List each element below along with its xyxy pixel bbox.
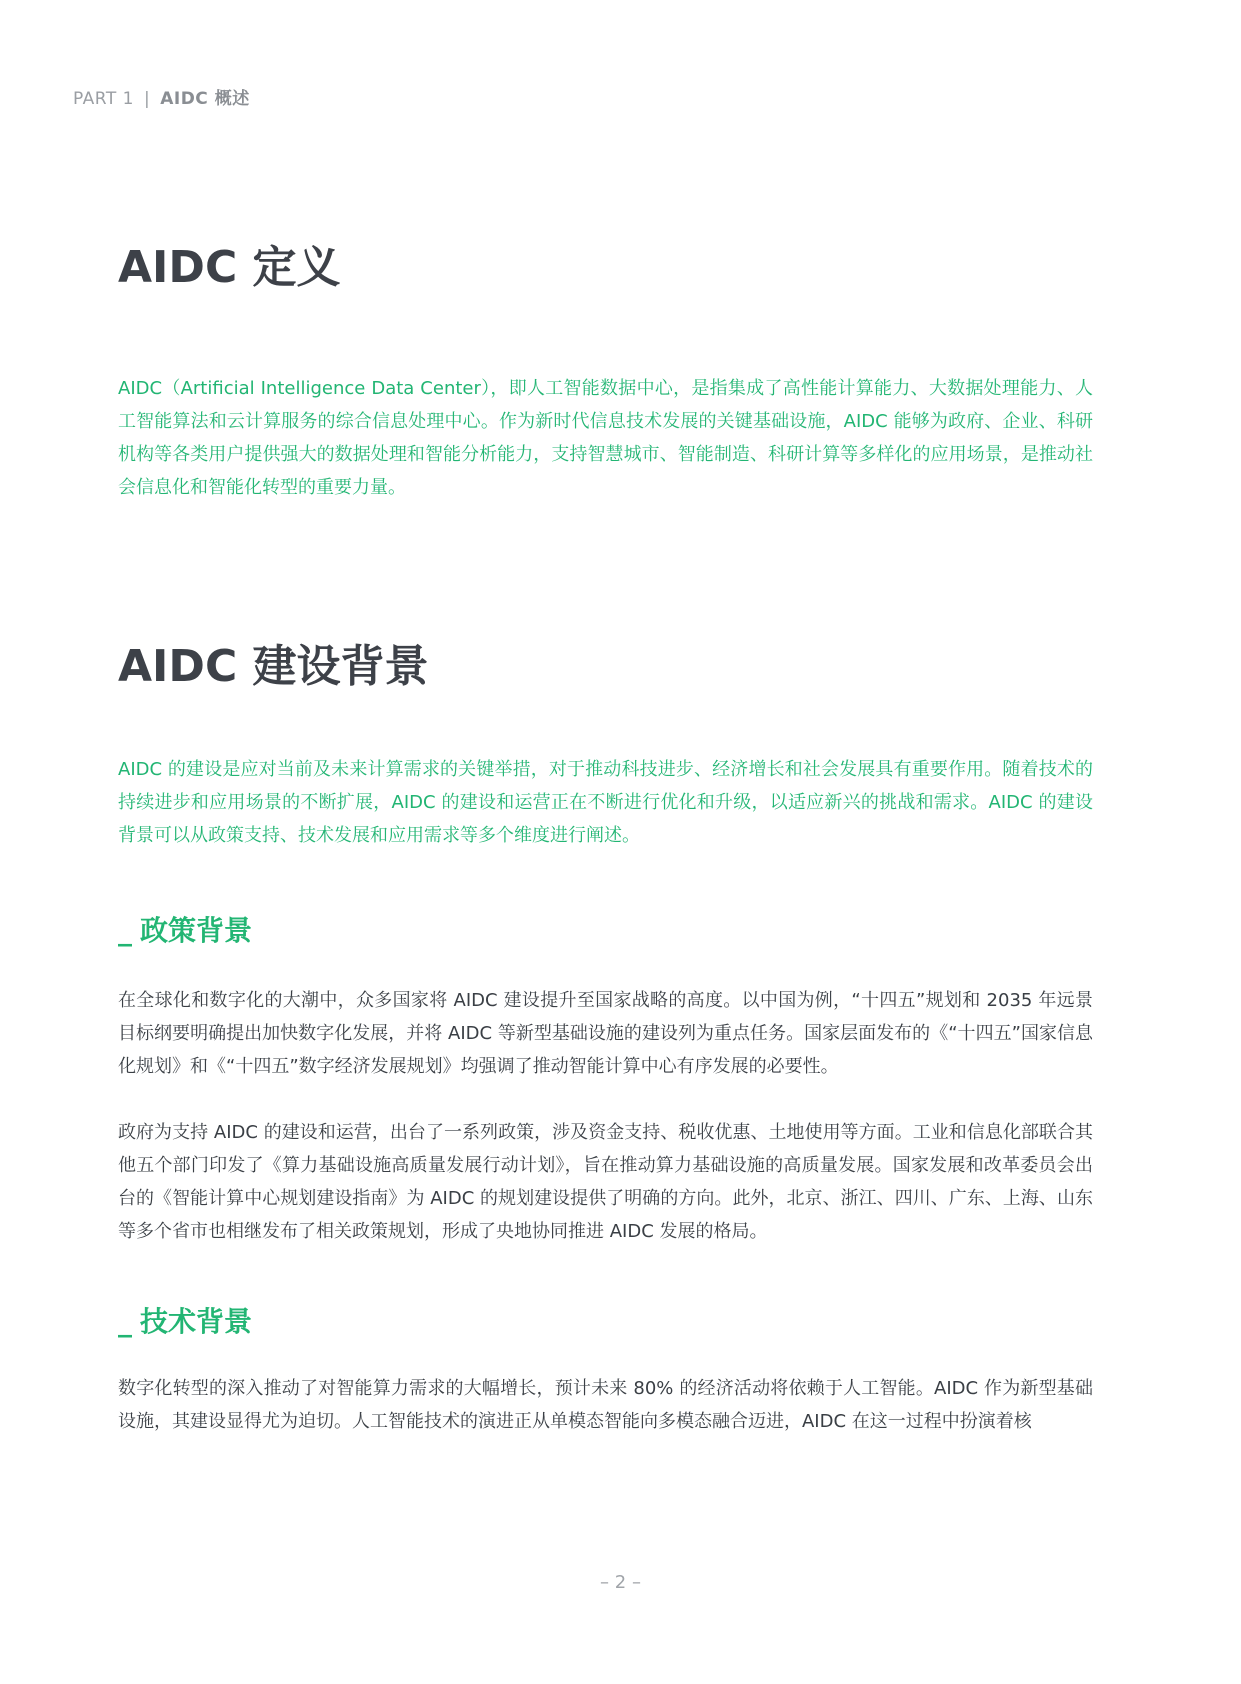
page-number: – 2 – xyxy=(600,1572,641,1593)
subsection-title-policy xyxy=(118,914,253,947)
subsection-mark: _ xyxy=(118,914,132,947)
section-title-definition: AIDC 定义 xyxy=(118,242,341,293)
policy-paragraph-1: 在全球化和数字化的大潮中，众多国家将 AIDC 建设提升至国家战略的高度。以中国为例，“十四五”规划和 2035 年远景目标纲要明确提出加快数字化发展，并将 AIDC 等新型基础设施的建设列为重点任务。国家层面发布的《“十四五”国家信息化规划》和《“十四五”数字经济发展规划》均强调了推动智能计算中心有序发展的必要性。 xyxy=(118,990,1093,1077)
chapter-title: AIDC 概述 xyxy=(160,89,250,109)
subsection-mark: _ xyxy=(118,1305,132,1338)
subsection-title-text: 政策背景 xyxy=(140,914,253,947)
background-lead-paragraph: AIDC 的建设是应对当前及未来计算需求的关键举措，对于推动科技进步、经济增长和社会发展具有重要作用。随着技术的持续进步和应用场景的不断扩展，AIDC 的建设和运营正在不断进行优化和升级，以适应新兴的挑战和需求。AIDC 的建设背景可以从政策支持、技术发展和应用需求等多个维度进行阐述。 xyxy=(118,759,1093,846)
header-separator: | xyxy=(143,89,151,109)
part-label: PART 1 xyxy=(73,89,134,109)
subsection-title-tech xyxy=(118,1305,253,1338)
page-header xyxy=(73,84,250,109)
policy-paragraph-2: 政府为支持 AIDC 的建设和运营，出台了一系列政策，涉及资金支持、税收优惠、土地使用等方面。工业和信息化部联合其他五个部门印发了《算力基础设施高质量发展行动计划》，旨在推动算力基础设施的高质量发展。国家发展和改革委员会出台的《智能计算中心规划建设指南》为 AIDC 的规划建设提供了明确的方向。此外，北京、浙江、四川、广东、上海、山东等多个省市也相继发布了相关政策规划，形成了央地协同推进 AIDC 发展的格局。 xyxy=(118,1122,1093,1242)
tech-paragraph-1: 数字化转型的深入推动了对智能算力需求的大幅增长，预计未来 80% 的经济活动将依赖于人工智能。AIDC 作为新型基础设施，其建设显得尤为迫切。人工智能技术的演进正从单模态智能向多模态融合迈进，AIDC 在这一过程中扮演着核 xyxy=(118,1378,1093,1432)
subsection-title-text: 技术背景 xyxy=(140,1305,253,1338)
section-title-background: AIDC 建设背景 xyxy=(118,641,429,692)
definition-lead-paragraph: AIDC（Artificial Intelligence Data Center），即人工智能数据中心，是指集成了高性能计算能力、大数据处理能力、人工智能算法和云计算服务的综合信息处理中心。作为新时代信息技术发展的关键基础设施，AIDC 能够为政府、企业、科研机构等各类用户提供强大的数据处理和智能分析能力，支持智慧城市、智能制造、科研计算等多样化的应用场景，是推动社会信息化和智能化转型的重要力量。 xyxy=(118,378,1093,498)
